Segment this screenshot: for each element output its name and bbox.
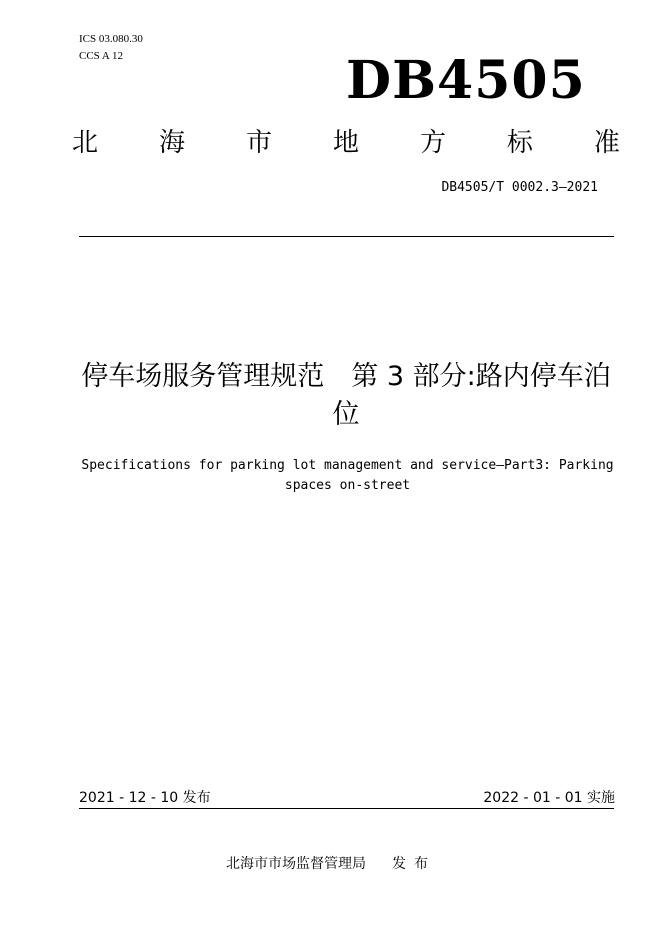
standard-type-char: 地 xyxy=(332,128,359,158)
db-logo-code: DB4505 xyxy=(346,50,586,111)
standard-number: DB4505/T 0002.3—2021 xyxy=(441,180,598,195)
ics-code: ICS 03.080.30 xyxy=(79,33,143,45)
standard-type-char: 方 xyxy=(419,128,446,158)
title-chinese: 停车场服务管理规范 第 3 部分:路内停车泊位 xyxy=(81,361,611,430)
standard-type-char: 市 xyxy=(245,128,272,158)
standard-type-char: 海 xyxy=(158,128,185,158)
standard-type-char: 标 xyxy=(506,128,533,158)
standard-type-char: 北 xyxy=(72,128,99,158)
publish-label: 发布 xyxy=(392,856,436,872)
top-divider xyxy=(79,236,614,237)
issuer-line xyxy=(226,855,436,873)
bottom-divider xyxy=(79,808,614,809)
standard-type-heading xyxy=(72,126,620,160)
title-english: Specifications for parking lot management and service—Part3: Parking spaces on-street xyxy=(81,458,614,493)
ccs-code: CCS A 12 xyxy=(79,50,124,62)
standard-type-char: 准 xyxy=(593,128,620,158)
issuing-authority: 北海市市场监督管理局 xyxy=(226,856,366,872)
issue-date: 2021 - 12 - 10 发布 xyxy=(79,790,211,806)
implementation-date: 2022 - 01 - 01 实施 xyxy=(483,790,615,806)
